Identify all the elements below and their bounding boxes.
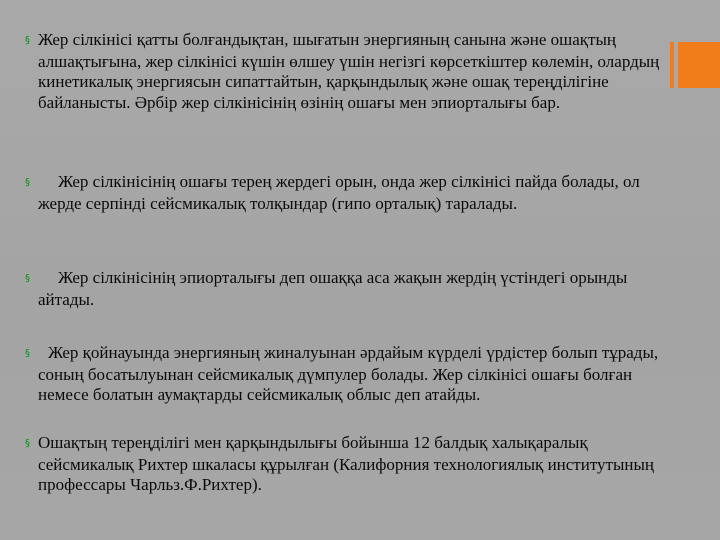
bullet-icon: § (25, 177, 30, 188)
paragraph-1 (25, 30, 663, 113)
paragraph-4-text: Жер қойнауында энергияның жиналуынан әрдайым күрделі үрдістер болып тұрады, соның босатылуынан сейсмикалық дүмпулер болады. Жер сілкінісі ошағы болған немесе болатын аумақтарды сейсмикалық облыс деп атайды. (38, 343, 659, 404)
bullet-icon: § (25, 348, 30, 359)
paragraph-3-text: Жер сілкінісінің эпиорталығы деп ошаққа аса жақын жердің үстіндегі орынды айтады. (38, 268, 628, 309)
paragraph-2 (25, 172, 663, 214)
paragraph-4 (25, 343, 663, 406)
paragraph-5 (25, 433, 663, 496)
paragraph-5-text: Ошақтың тереңділігі мен қарқындылығы бойынша 12 балдық халықаралық сейсмикалық Рихтер шкаласы құрылған (Калифорния технологиялық институтының профессары Чарльз.Ф.Рихтер). (38, 433, 655, 494)
paragraph-3 (25, 268, 663, 310)
paragraph-2-text: Жер сілкінісінің ошағы терең жердегі орын, онда жер сілкінісі пайда болады, ол жерде серпінді сейсмикалық толқындар (гипо орталық) таралады. (38, 172, 640, 213)
bullet-icon: § (25, 273, 30, 284)
paragraph-1-text: Жер сілкінісі қатты болғандықтан, шығатын энергияның санына және ошақтың алшақтығына, жер сілкінісі күшін өлшеу үшін негізгі көрсеткіштер көлемін, олардың кинетикалық энергиясын сипаттайтын, қарқындылық және ошақ тереңділігіне байланысты. Әрбір жер сілкінісінің өзінің ошағы мен эпиорталығы бар. (38, 30, 660, 112)
bullet-icon: § (25, 35, 30, 46)
bullet-icon: § (25, 438, 30, 449)
